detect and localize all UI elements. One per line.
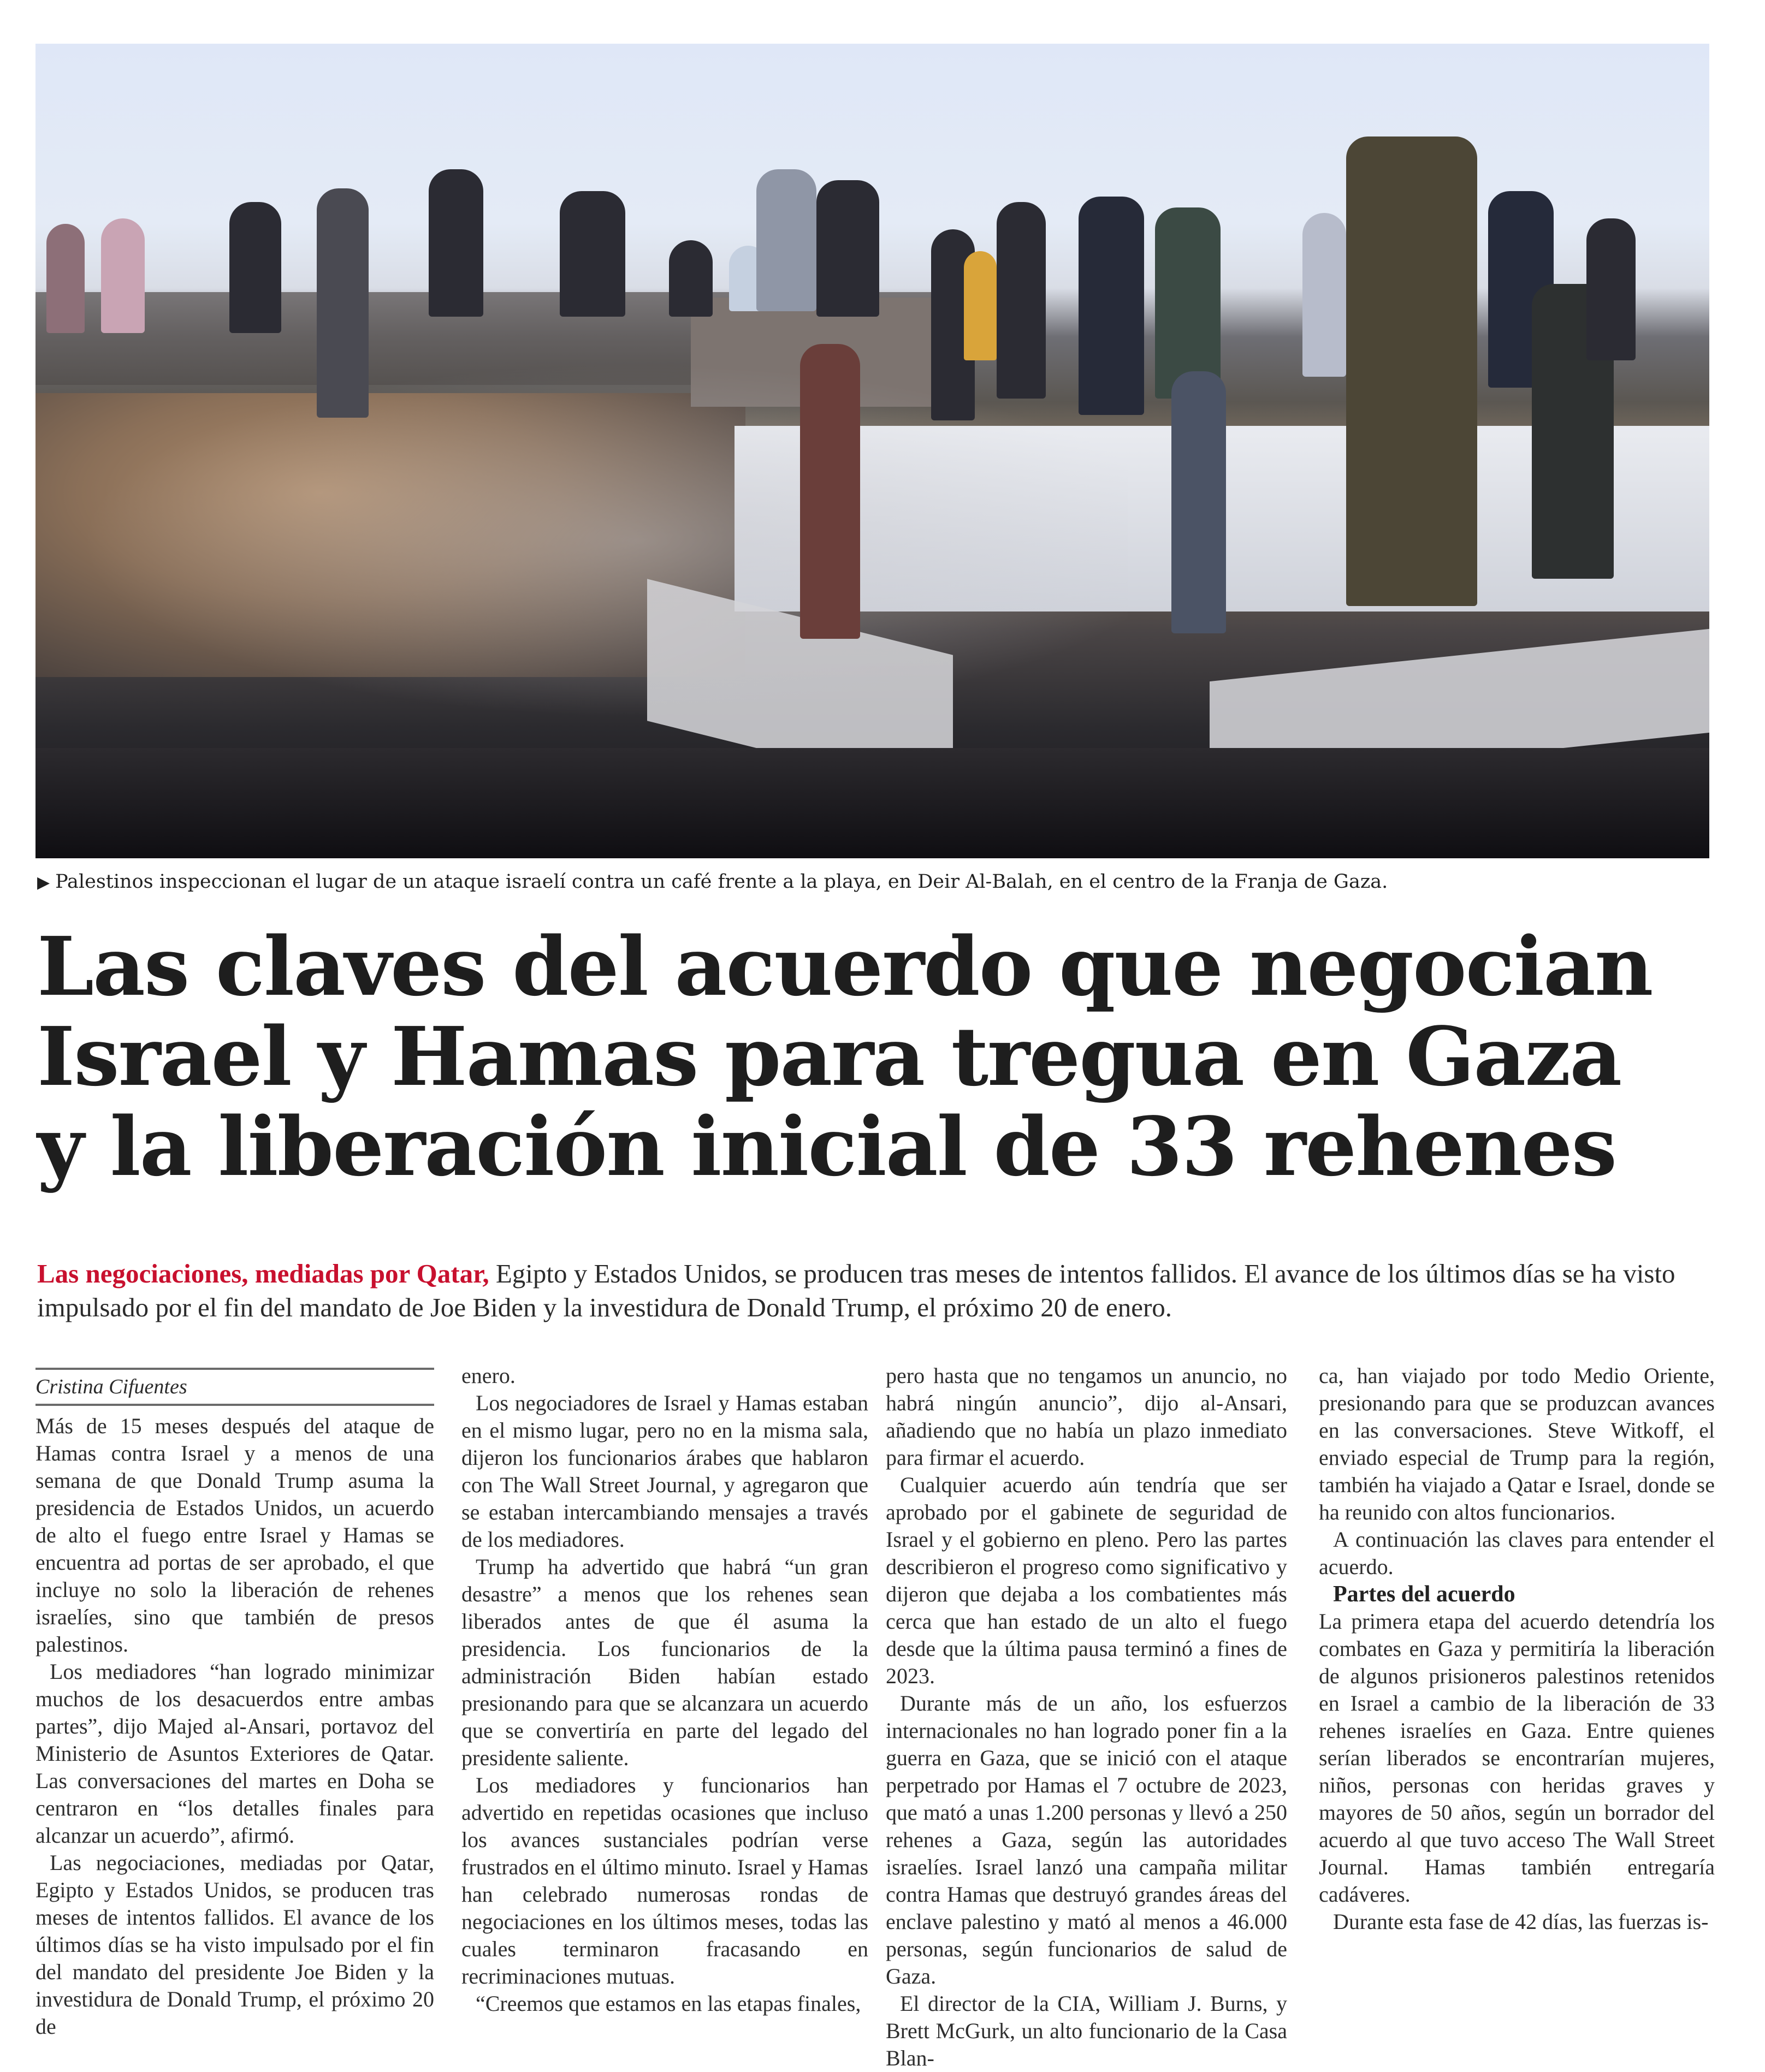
photo-ground-region [35,748,1709,858]
photo-person [964,251,997,360]
article-paragraph: Los mediadores “han logrado minimizar muchos de los desacuerdos entre ambas partes”, dijo Majed al-Ansari, portavoz del Ministerio de Asuntos Exteriores de Qatar. Las conversaciones del martes en Doha se centraron en “los detalles finales para alcanzar un acuerdo”, afirmó. [35,1659,434,1848]
byline-rule-bottom [35,1404,434,1406]
photo-person [756,169,816,311]
article-column-1 [35,1362,434,2040]
article-paragraph: Cualquier acuerdo aún tendría que ser aprobado por el gabinete de seguridad de Israel y el gobierno en pleno. Pero las partes describieron el progreso como significativo y dijeron que dejaba a los combatientes más cerca que han estado de un alto el fuego desde que la última pausa terminó a fines de 2023. [886,1473,1287,1688]
headline [37,919,1730,1194]
photo-person [1079,197,1144,415]
article-paragraph: Los mediadores y funcionarios han advertido en repetidas ocasiones que incluso los avances sustanciales podrían verse frustrados en el último minuto. Israel y Hamas han celebrado numerosas rondas de negociaciones en los últimos meses, todas las cuales terminaron fracasando en recriminaciones mutuas. [461,1773,868,1988]
deck-text: Egipto y Estados Unidos, se producen tras meses de intentos fallidos. El avance de los últimos días se ha visto impulsado por el fin del mandato de Joe Biden y la investidura de Donald Trump, el próximo 20 de enero. [37,1258,1675,1322]
caption-arrow-icon: ▶ [37,873,50,892]
article-paragraph: pero hasta que no tengamos un anuncio, no habrá ningún anuncio”, dijo al-Ansari, añadiendo que no había un plazo inmediato para firmar el acuerdo. [886,1363,1287,1470]
headline-line: Israel y Hamas para tregua en Gaza [37,1009,1621,1104]
photo-person [1155,207,1221,399]
deck-lead: Las negociaciones, mediadas por Qatar, [37,1258,489,1289]
photo-person [669,240,713,317]
photo-person [560,191,625,317]
photo-person [816,180,879,317]
lead-photo [35,44,1709,858]
article-paragraph: Más de 15 meses después del ataque de Hamas contra Israel y a menos de una semana de que Donald Trump asuma la presidencia de Estados Unidos, un acuerdo de alto el fuego entre Israel y Hamas se encuentra ad portas de ser aprobado, el que incluye no solo la liberación de rehenes israelíes, sino que también de presos palestinos. [35,1414,434,1657]
photo-person [1171,371,1226,633]
article-paragraph: Las negociaciones, mediadas por Qatar, Egipto y Estados Unidos, se producen tras meses de intentos fallidos. El avance de los últimos días se ha visto impulsado por el fin del mandato del presidente Joe Biden y la investidura de Donald Trump, el próximo 20 de [35,1850,434,2039]
photo-person [429,169,483,317]
article-paragraph: Durante más de un año, los esfuerzos internacionales no han logrado poner fin a la guerra en Gaza, que se inició con el ataque perpetrado por Hamas el 7 octubre de 2023, que mató a unas 1.200 personas y llevó a 250 rehenes a Gaza, según las autoridades israelíes. Israel lanzó una campaña militar contra Hamas que destruyó grandes áreas del enclave palestino y mató al menos a 46.000 personas, según funcionarios de salud de Gaza. [886,1691,1287,1988]
photo-person [1346,136,1477,606]
photo-person [317,188,369,418]
photo-caption [37,869,1388,895]
photo-person [46,224,85,333]
byline-rule-top [35,1368,434,1370]
photo-person [800,344,860,639]
article-paragraph: La primera etapa del acuerdo detendría los combates en Gaza y permitiría la liberación de algunos prisioneros palestinos retenidos en Israel a cambio de la liberación de 33 rehenes israelíes en Gaza. Entre quienes serían liberados se encontrarían mujeres, niños, personas con heridas graves y mayores de 50 años, según un borrador del acuerdo al que tuvo acceso The Wall Street Journal. Hamas también entregaría cadáveres. [1319,1609,1715,1907]
photo-person [229,202,281,333]
photo-person [1302,213,1346,377]
article-paragraph: Los negociadores de Israel y Hamas estaban en el mismo lugar, pero no en la misma sala, dijeron los funcionarios árabes que hablaron con The Wall Street Journal, y agregaron que se estaban intercambiando mensajes a través de los mediadores. [461,1391,868,1552]
caption-text: Palestinos inspeccionan el lugar de un ataque israelí contra un café frente a la playa, en Deir Al-Balah, en el centro de la Franja de Gaza. [55,871,1388,893]
article-paragraph: “Creemos que estamos en las etapas finales, [476,1991,861,2016]
article-column-3 [886,1362,1287,2072]
article-paragraph: El director de la CIA, William J. Burns, y Brett McGurk, un alto funcionario de la Casa Blan- [886,1991,1287,2070]
article-paragraph: enero. [461,1363,516,1388]
deck [37,1257,1736,1325]
article-paragraph: A continuación las claves para entender el acuerdo. [1319,1527,1715,1579]
headline-line: Las claves del acuerdo que negocian [37,919,1653,1014]
article-paragraph: ca, han viajado por todo Medio Oriente, presionando para que se produzcan avances en las conversaciones. Steve Witkoff, el enviado especial de Trump para la región, también ha viajado a Qatar e Israel, donde se ha reunido con altos funcionarios. [1319,1363,1715,1524]
article-paragraph: Durante esta fase de 42 días, las fuerzas is- [1333,1909,1709,1934]
byline: Cristina Cifuentes [35,1375,187,1398]
article-paragraph: Trump ha advertido que habrá “un gran desastre” a menos que los rehenes sean liberados antes de que él asuma la presidencia. Los funcionarios de la administración Biden habían estado presionando para que se alcanzara un acuerdo que se convertiría en parte del legado del presidente saliente. [461,1554,868,1770]
photo-person [997,202,1046,399]
headline-line: y la liberación inicial de 33 rehenes [37,1099,1616,1194]
photo-person [101,218,145,333]
article-column-2 [461,1362,868,2017]
photo-person [1586,218,1636,360]
section-heading: Partes del acuerdo [1333,1582,1515,1607]
article-column-4 [1319,1362,1715,1936]
